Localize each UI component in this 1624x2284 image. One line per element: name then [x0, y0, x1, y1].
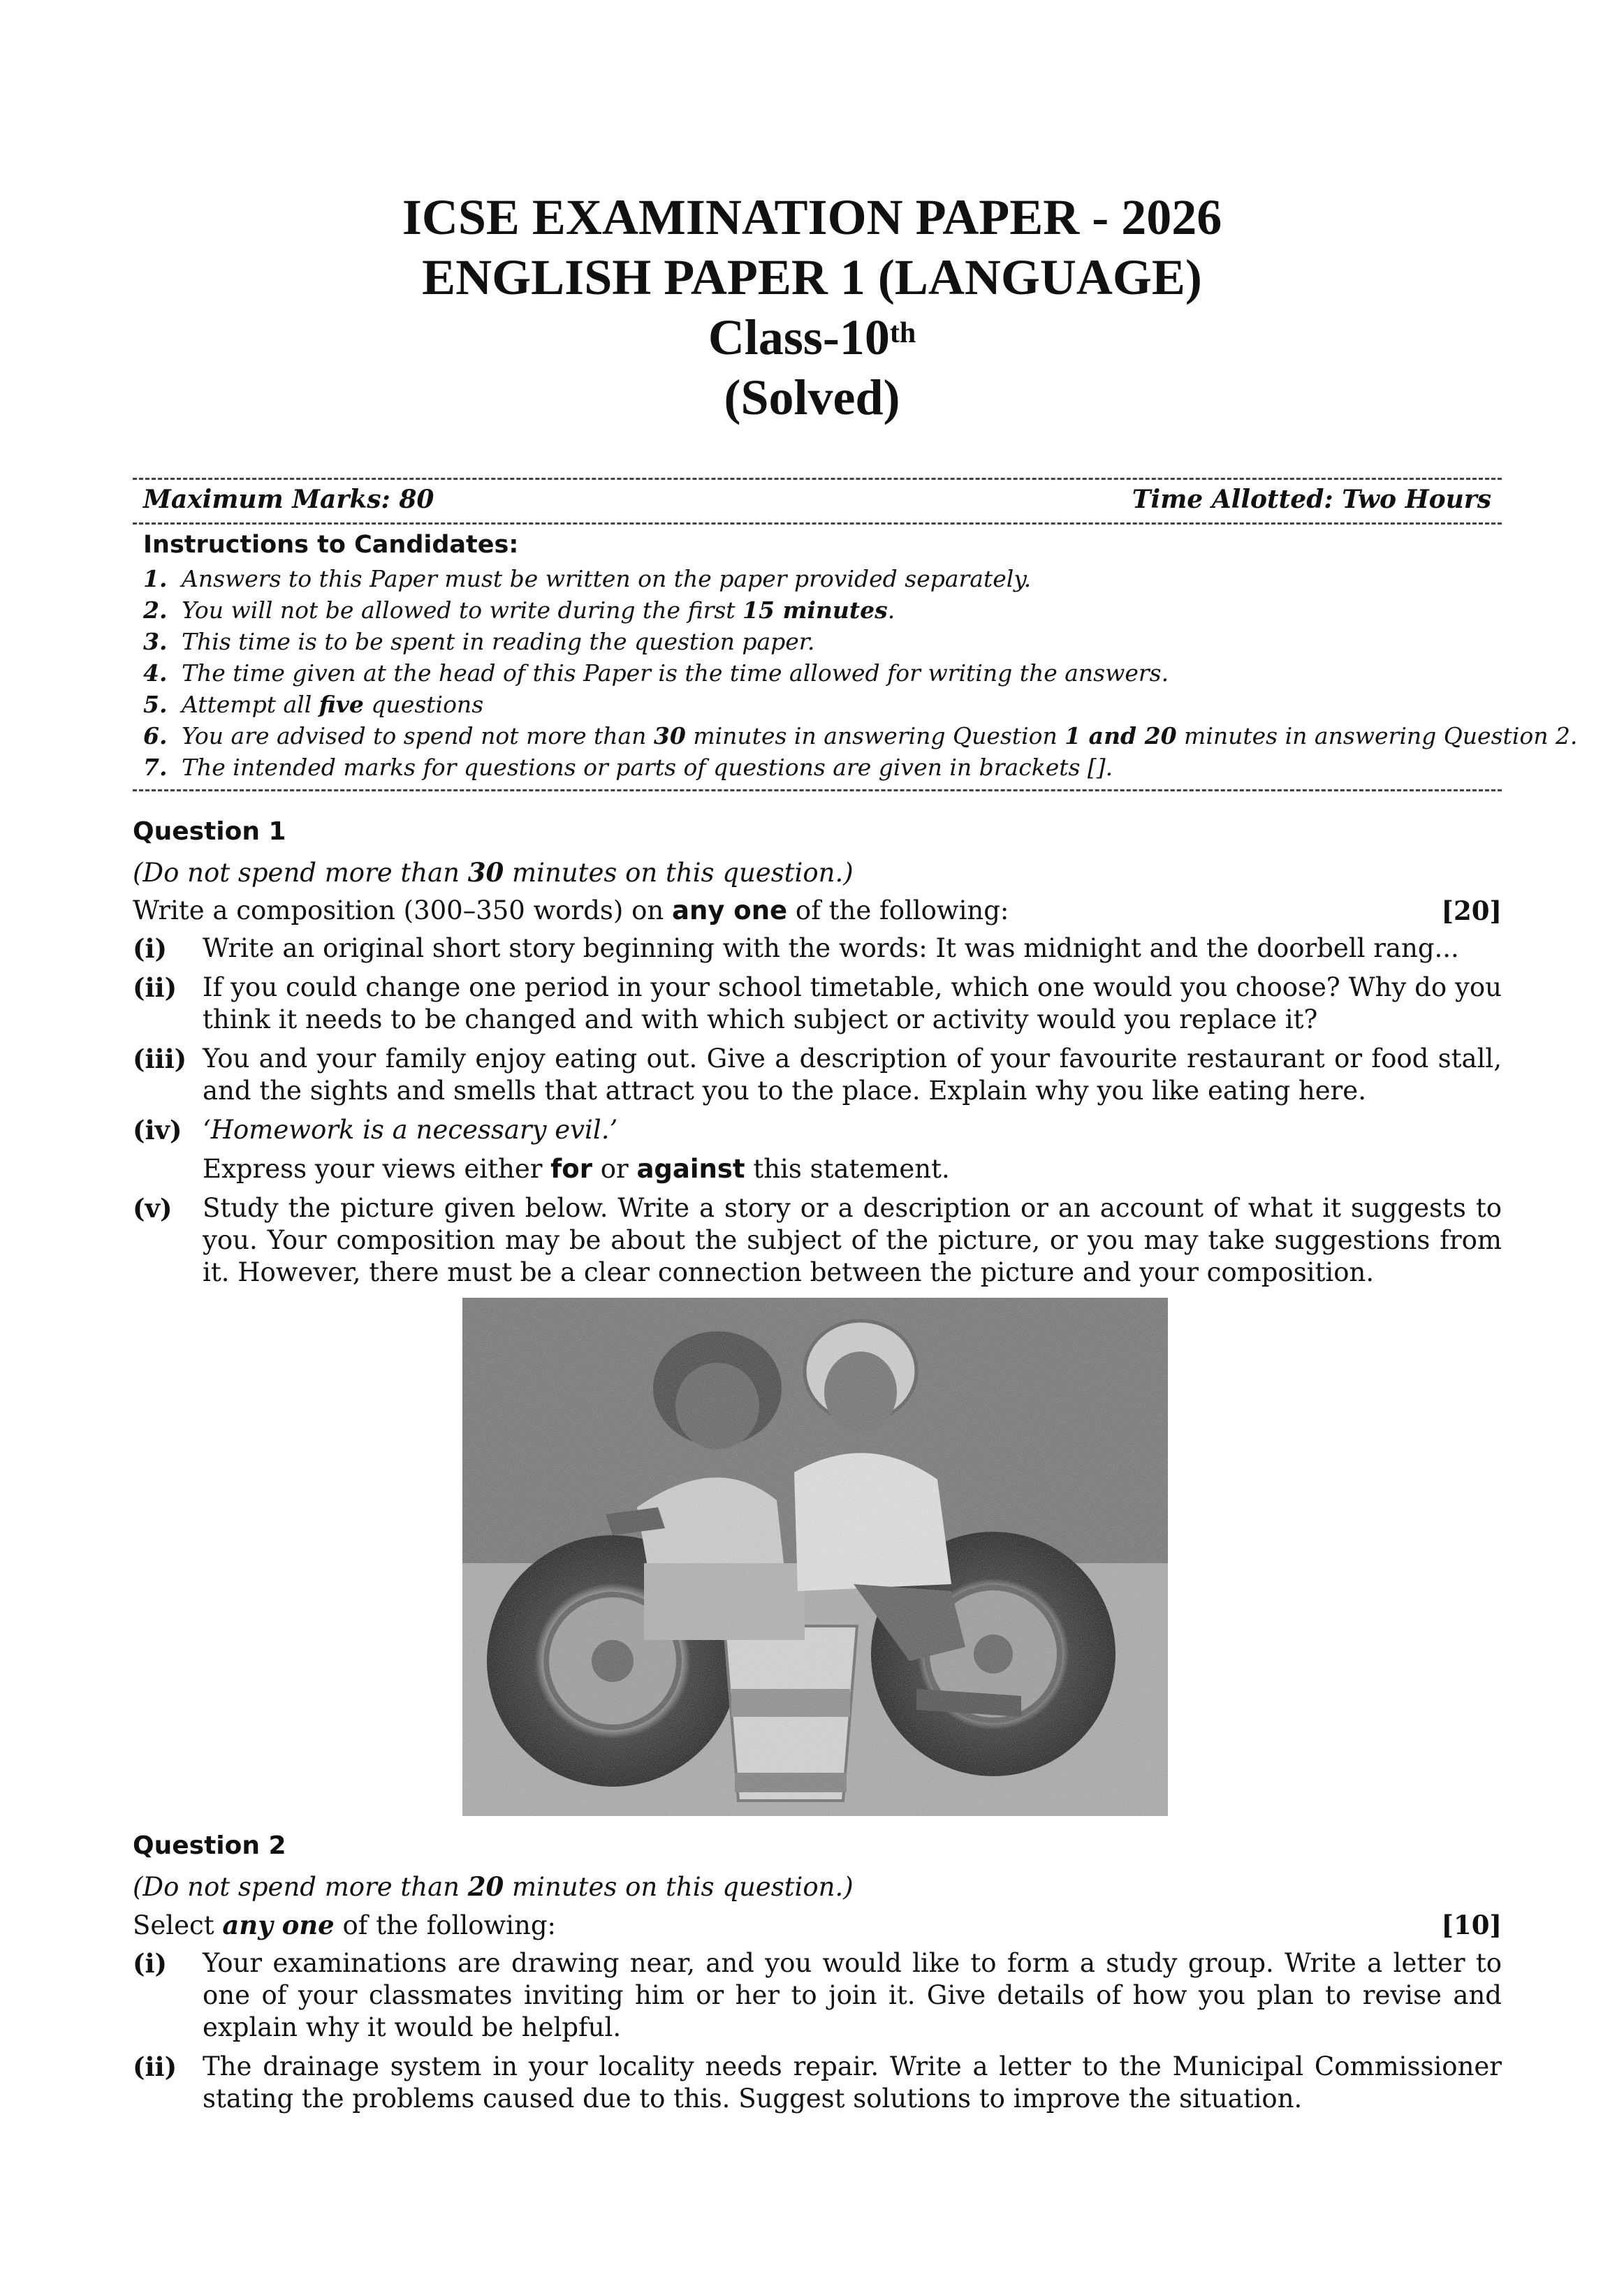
instruction-number: 5. — [143, 691, 168, 718]
note-minutes: 30 — [467, 857, 504, 888]
option-item — [133, 932, 1502, 965]
option-iv-text: for — [550, 1154, 592, 1184]
instruction-item — [143, 657, 1491, 689]
instruction-text: Answers to this Paper must be written on the paper provided separately. — [182, 565, 1032, 592]
instruction-number: 6. — [143, 722, 168, 749]
question-1-lead — [133, 895, 1502, 927]
option-number: (iv) — [133, 1115, 182, 1145]
question-2-lead — [133, 1909, 1502, 1942]
question-1-options — [133, 932, 1502, 1289]
option-text: Your examinations are drawing near, and you would like to form a study group. Write a letter to one of your classmates inviting him or her to join it. Give details of how you plan to revise and explain why it would be helpful. — [203, 1948, 1502, 2042]
option-number: (i) — [133, 933, 168, 964]
option-item — [133, 1043, 1502, 1107]
paper-title-block — [0, 187, 1624, 427]
instruction-item — [143, 752, 1491, 783]
option-text: Study the picture given below. Write a story or a description or an account of what it suggests to you. Your composition may be about the subject of the picture, or you may take suggestions from it. However, there must be a clear connection between the picture and your composition. — [203, 1193, 1502, 1287]
instruction-text: . — [887, 596, 895, 624]
instruction-text: 1 and 20 — [1065, 722, 1177, 749]
question-2 — [133, 1830, 1502, 2122]
instruction-text: Attempt all — [182, 691, 319, 718]
lead-text: Select — [133, 1910, 223, 1940]
option-text: Write an original short story beginning with the words: It was midnight and the doorbell rang... — [203, 933, 1459, 963]
lead-text: Write a composition (300–350 words) on — [133, 895, 672, 925]
divider-middle — [133, 522, 1502, 525]
option-number: (i) — [133, 1948, 168, 1979]
option-number: (ii) — [133, 2051, 177, 2082]
lead-emphasis: any one — [671, 895, 788, 925]
instruction-item — [143, 720, 1578, 752]
option-text: You and your family enjoy eating out. Give a description of your favourite restaurant or food stall, and the sights and smells that attract you to the place. Explain why you like eating here. — [203, 1044, 1502, 1106]
question-1-heading: Question 1 — [133, 817, 286, 846]
instruction-text: You are advised to spend not more than — [182, 722, 654, 749]
note-minutes: 20 — [467, 1871, 504, 1902]
composition-picture — [462, 1298, 1168, 1816]
option-number: (ii) — [133, 972, 177, 1003]
instruction-item — [143, 626, 1491, 657]
picture-two-children-on-tyre-motorbike — [462, 1298, 1168, 1816]
note-text: minutes on this question.) — [504, 1872, 854, 1902]
instruction-text: The intended marks for questions or parts of questions are given in brackets []. — [182, 754, 1113, 781]
option-iv-text: against — [636, 1154, 745, 1184]
option-iv-text: or — [592, 1154, 637, 1184]
instructions — [143, 531, 1578, 783]
lead-emphasis: any one — [222, 1910, 335, 1940]
note-text: (Do not spend more than — [133, 858, 468, 888]
instruction-number: 1. — [143, 565, 168, 592]
instruction-text: questions — [363, 691, 484, 718]
instruction-number: 3. — [143, 628, 168, 655]
marks-time-row — [143, 485, 1491, 514]
lead-text: of the following: — [334, 1910, 556, 1940]
lead-text: of the following: — [787, 895, 1009, 925]
instruction-number: 4. — [143, 659, 168, 687]
question-2-heading: Question 2 — [133, 1831, 286, 1860]
instruction-text: 30 — [653, 722, 686, 749]
instruction-item — [143, 689, 1491, 720]
option-item — [133, 1114, 1502, 1146]
instruction-text: You will not be allowed to write during the first — [182, 596, 743, 624]
class-superscript: th — [889, 317, 916, 349]
max-marks: Maximum Marks: 80 — [143, 485, 434, 514]
instruction-item — [143, 563, 1491, 594]
option-text: ‘Homework is a necessary evil.’ — [203, 1115, 618, 1145]
option-number: (v) — [133, 1193, 173, 1224]
question-1-marks: [20] — [1441, 895, 1502, 926]
option-item — [133, 1947, 1502, 2044]
paper-subtitle: ENGLISH PAPER 1 (LANGUAGE) — [422, 249, 1202, 305]
instruction-text: 15 minutes — [742, 596, 888, 624]
divider-bottom — [133, 789, 1502, 791]
question-1 — [133, 816, 1502, 1296]
instruction-text: This time is to be spent in reading the question paper. — [182, 628, 815, 655]
option-item — [133, 972, 1502, 1036]
question-2-marks: [10] — [1441, 1910, 1502, 1940]
note-text: minutes on this question.) — [504, 858, 854, 888]
instruction-number: 2. — [143, 596, 168, 624]
divider-top — [133, 478, 1502, 480]
class-text: Class-10 — [708, 309, 890, 365]
option-iv-text: this statement. — [745, 1154, 950, 1184]
option-text: If you could change one period in your school timetable, which one would you choose? Why do you think it needs to be changed and with which subject or activity would you replace it? — [203, 972, 1502, 1034]
instructions-list — [143, 563, 1578, 783]
instruction-item — [143, 594, 1491, 626]
option-number: (iii) — [133, 1044, 187, 1074]
question-2-options — [133, 1947, 1502, 2115]
exam-title: ICSE EXAMINATION PAPER - 2026 — [402, 189, 1222, 245]
question-2-time-note — [133, 1871, 1502, 1903]
option-iv-text: Express your views either — [203, 1154, 551, 1184]
note-text: (Do not spend more than — [133, 1872, 468, 1902]
class-label — [0, 307, 1624, 367]
option-item — [133, 2051, 1502, 2115]
solved-label: (Solved) — [724, 369, 900, 425]
instruction-number: 7. — [143, 754, 168, 781]
option-text: The drainage system in your locality needs repair. Write a letter to the Municipal Commissioner stating the problems caused due to this. Suggest solutions to improve the situation. — [203, 2051, 1502, 2114]
instruction-text: five — [319, 691, 364, 718]
option-item — [133, 1192, 1502, 1289]
question-1-time-note — [133, 856, 1502, 889]
option-iv-instruction — [203, 1153, 1502, 1185]
instruction-text: minutes in answering Question 2. — [1176, 722, 1578, 749]
instructions-heading: Instructions to Candidates: — [143, 531, 519, 559]
instruction-text: The time given at the head of this Paper is the time allowed for writing the answers. — [182, 659, 1169, 687]
time-allotted: Time Allotted: Two Hours — [1132, 485, 1491, 514]
instruction-text: minutes in answering Question — [685, 722, 1065, 749]
